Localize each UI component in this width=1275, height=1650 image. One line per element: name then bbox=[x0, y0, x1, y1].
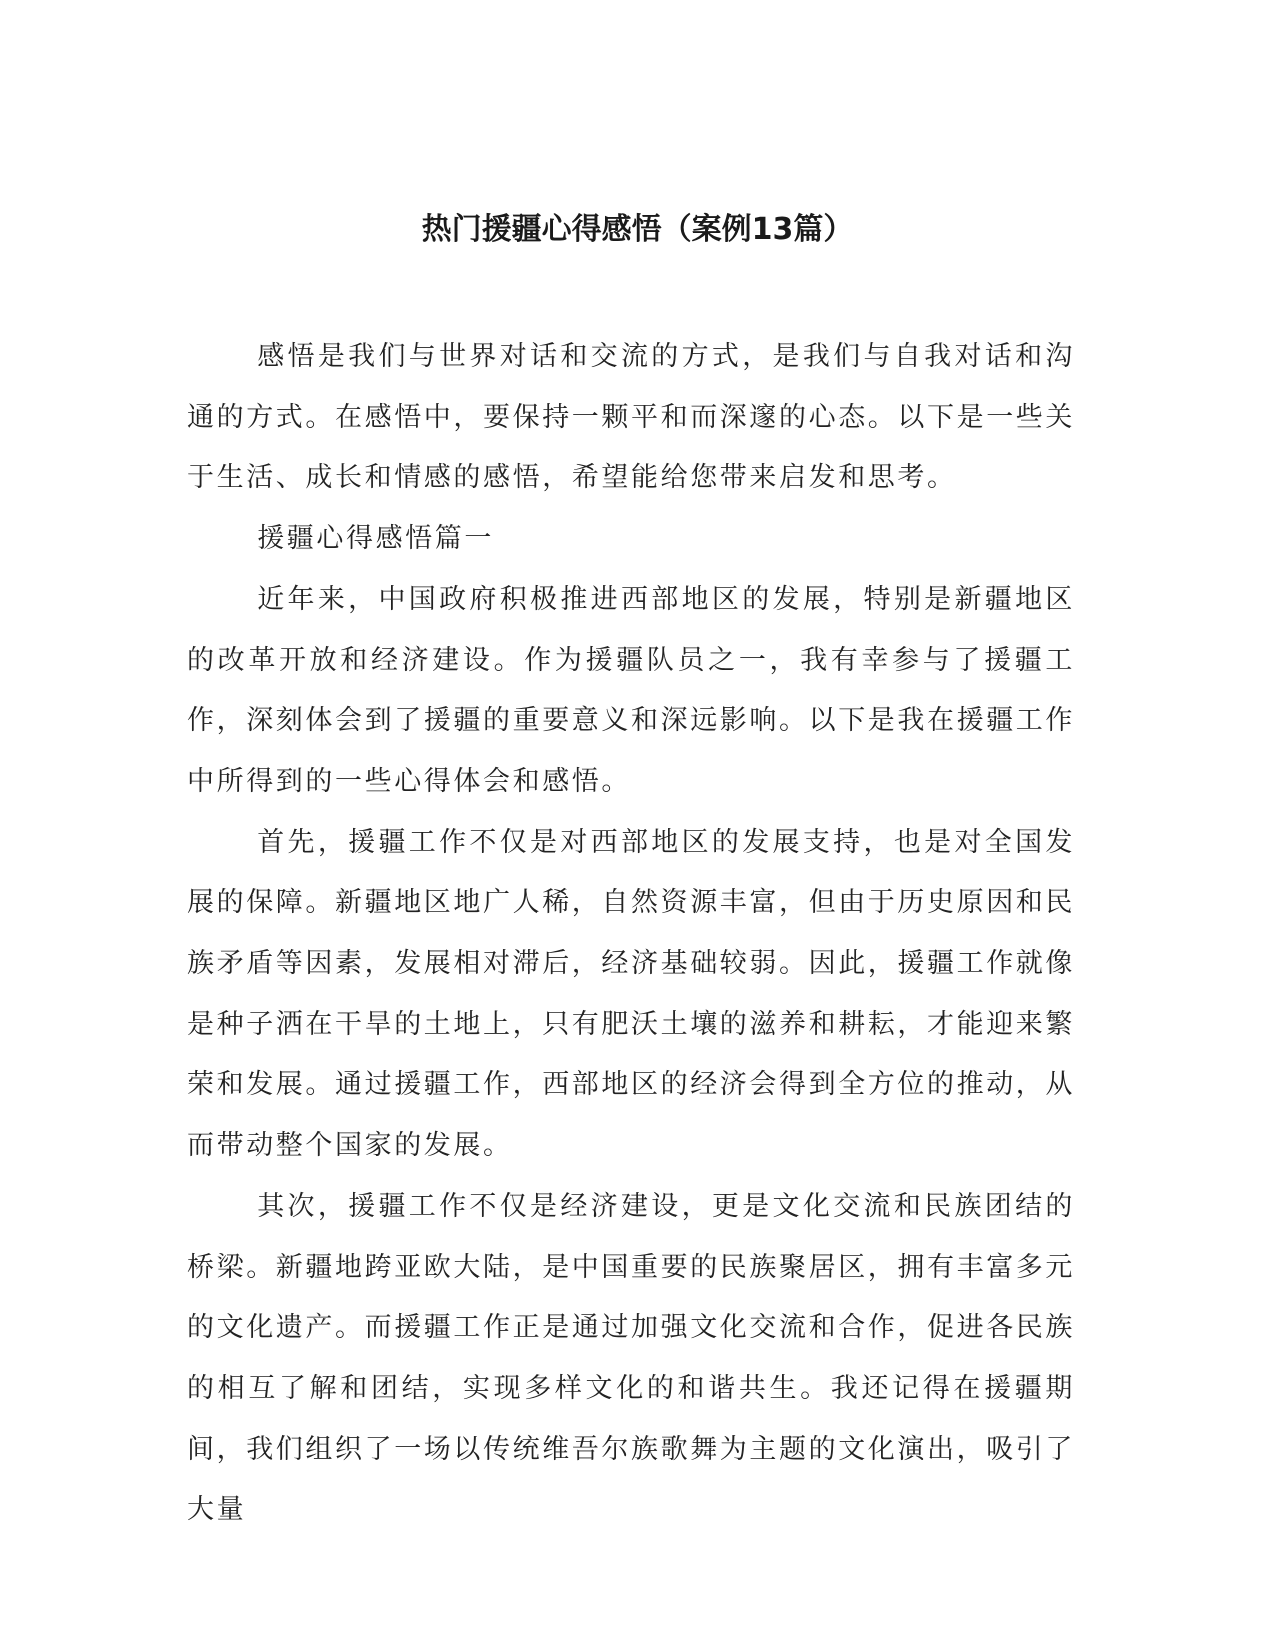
intro-paragraph: 感悟是我们与世界对话和交流的方式，是我们与自我对话和沟通的方式。在感悟中，要保持一颗平和而深邃的心态。以下是一些关于生活、成长和情感的感悟，希望能给您带来启发和思考。 bbox=[187, 341, 1075, 494]
section-heading: 援疆心得感悟篇一 bbox=[257, 523, 494, 555]
document-body bbox=[187, 327, 1075, 1541]
body-paragraph: 近年来，中国政府积极推进西部地区的发展，特别是新疆地区的改革开放和经济建设。作为援疆队员之一，我有幸参与了援疆工作，深刻体会到了援疆的重要意义和深远影响。以下是我在援疆工作中所得到的一些心得体会和感悟。 bbox=[187, 583, 1075, 797]
body-paragraph: 首先，援疆工作不仅是对西部地区的发展支持，也是对全国发展的保障。新疆地区地广人稀，自然资源丰富，但由于历史原因和民族矛盾等因素，发展相对滞后，经济基础较弱。因此，援疆工作就像是种子洒在干旱的土地上，只有肥沃土壤的滋养和耕耘，才能迎来繁荣和发展。通过援疆工作，西部地区的经济会得到全方位的推动，从而带动整个国家的发展。 bbox=[187, 826, 1075, 1162]
body-paragraph: 其次，援疆工作不仅是经济建设，更是文化交流和民族团结的桥梁。新疆地跨亚欧大陆，是中国重要的民族聚居区，拥有丰富多元的文化遗产。而援疆工作正是通过加强文化交流和合作，促进各民族的相互了解和团结，实现多样文化的和谐共生。我还记得在援疆期间，我们组织了一场以传统维吾尔族歌舞为主题的文化演出，吸引了大量 bbox=[187, 1190, 1075, 1526]
document-title: 热门援疆心得感悟（案例13篇） bbox=[421, 212, 854, 247]
